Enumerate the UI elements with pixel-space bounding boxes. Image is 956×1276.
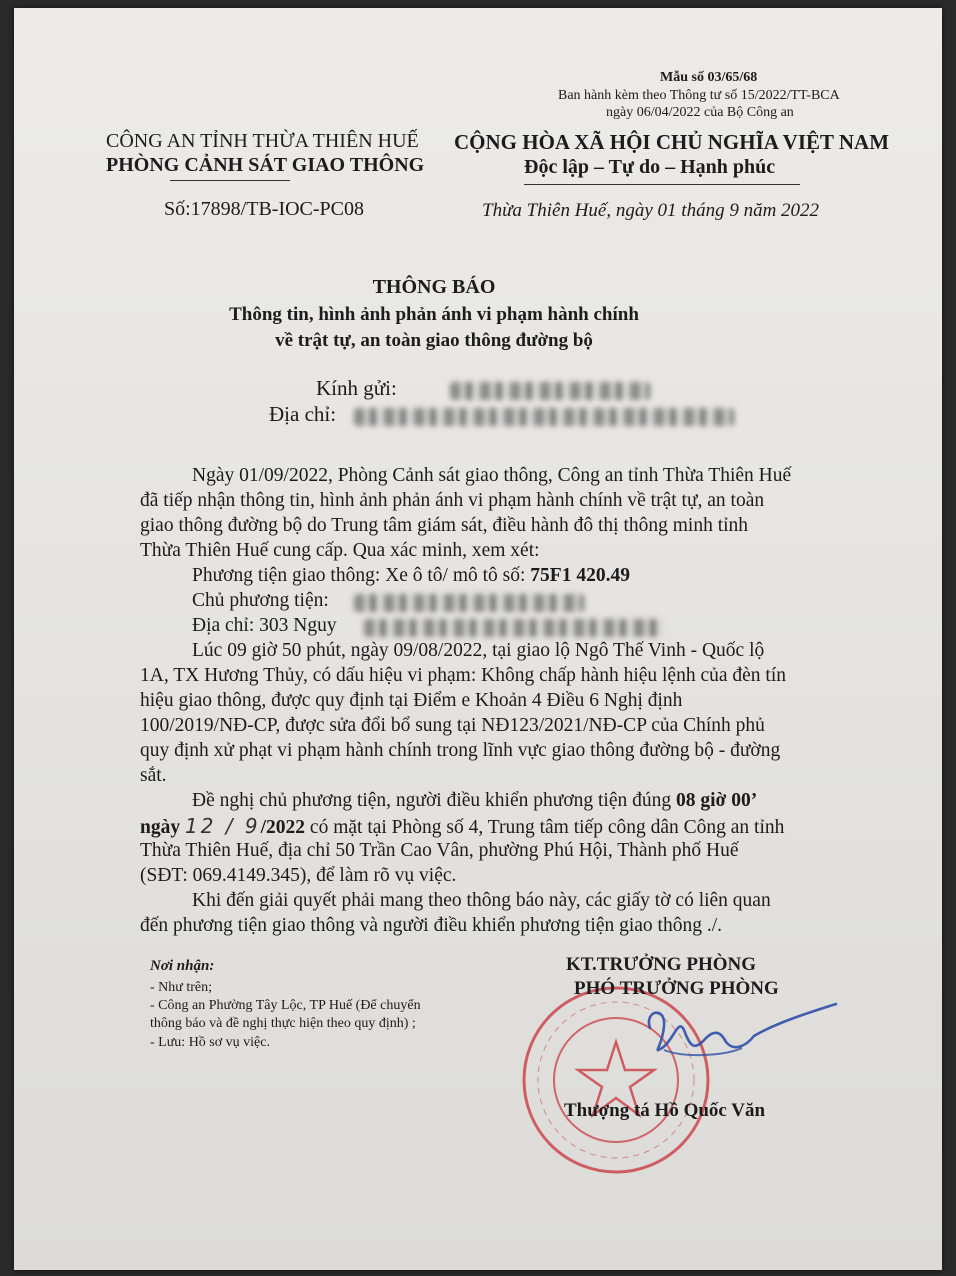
body-line: Lúc 09 giờ 50 phút, ngày 09/08/2022, tại giao lộ Ngô Thế Vinh - Quốc lộ bbox=[192, 640, 765, 661]
form-number: Mẫu số 03/65/68 bbox=[660, 70, 758, 85]
issued-by-line-1: Ban hành kèm theo Thông tư số 15/2022/TT-BCA bbox=[558, 88, 840, 103]
appointment-day-label: ngày bbox=[140, 817, 181, 838]
body-line: sắt. bbox=[140, 765, 167, 786]
body-line: 1A, TX Hương Thủy, có dấu hiệu vi phạm: Không chấp hành hiệu lệnh của đèn tín bbox=[140, 665, 787, 686]
signature-title-2: PHÓ TRƯỞNG PHÒNG bbox=[574, 978, 779, 999]
appointment-text: Đề nghị chủ phương tiện, người điều khiển phương tiện đúng bbox=[192, 790, 676, 811]
body-line: Khi đến giải quyết phải mang theo thông báo này, các giấy tờ có liên quan bbox=[192, 890, 771, 911]
place-and-date: Thừa Thiên Huế, ngày 01 tháng 9 năm 2022 bbox=[482, 200, 820, 221]
owner-address-label: Địa chỉ: 303 Nguy bbox=[192, 615, 337, 636]
document-title: THÔNG BÁO bbox=[372, 276, 496, 298]
document-page bbox=[14, 8, 942, 1270]
body-line: giao thông đường bộ do Trung tâm giám sát, điều hành đô thị thông minh tỉnh bbox=[140, 515, 749, 536]
vehicle-plate: 75F1 420.49 bbox=[530, 565, 630, 586]
recipients-list-item: - Như trên; bbox=[150, 980, 213, 995]
body-line: Thừa Thiên Huế, địa chỉ 50 Trần Cao Vân, phường Phú Hội, Thành phố Huế bbox=[140, 840, 739, 861]
recipient-label: Kính gửi: bbox=[316, 376, 397, 400]
recipient-address-label: Địa chỉ: bbox=[269, 402, 337, 426]
body-line: đã tiếp nhận thông tin, hình ảnh phản ánh vi phạm hành chính về trật tự, an toàn bbox=[140, 490, 765, 511]
document-subtitle-1: Thông tin, hình ảnh phản ánh vi phạm hành chính bbox=[229, 304, 639, 325]
vehicle-label: Phương tiện giao thông: Xe ô tô/ mô tô số: bbox=[192, 565, 531, 586]
handwritten-date: 12 / 9 bbox=[184, 814, 261, 838]
agency-name: PHÒNG CẢNH SÁT GIAO THÔNG bbox=[106, 154, 425, 176]
agency-underline bbox=[170, 180, 290, 181]
appointment-date-line bbox=[140, 814, 784, 841]
issued-by-line-2: ngày 06/04/2022 của Bộ Công an bbox=[606, 105, 794, 120]
vehicle-line bbox=[192, 564, 630, 589]
recipients-list-title: Nơi nhận: bbox=[150, 958, 215, 974]
body-line: Thừa Thiên Huế cung cấp. Qua xác minh, xem xét: bbox=[140, 540, 540, 561]
body-line: Ngày 01/09/2022, Phòng Cảnh sát giao thông, Công an tỉnh Thừa Thiên Huế bbox=[192, 465, 792, 486]
document-subtitle-2: về trật tự, an toàn giao thông đường bộ bbox=[275, 330, 593, 351]
motto-underline bbox=[524, 184, 800, 185]
owner-label: Chủ phương tiện: bbox=[192, 590, 329, 611]
redacted-owner-name bbox=[354, 594, 584, 612]
recipients-list-item: - Lưu: Hồ sơ vụ việc. bbox=[150, 1035, 270, 1050]
appointment-line bbox=[192, 789, 757, 814]
body-line: (SĐT: 069.4149.345), để làm rõ vụ việc. bbox=[140, 865, 457, 886]
appointment-place: có mặt tại Phòng số 4, Trung tâm tiếp công dân Công an tỉnh bbox=[305, 817, 785, 838]
document-number: Số:17898/TB-IOC-PC08 bbox=[164, 198, 365, 220]
body-line: 100/2019/NĐ-CP, được sửa đổi bổ sung tại NĐ123/2021/NĐ-CP của Chính phủ bbox=[140, 715, 765, 736]
body-line: quy định xử phạt vi phạm hành chính trong lĩnh vực giao thông đường bộ - đường bbox=[140, 740, 781, 761]
body-line: hiệu giao thông, được quy định tại Điểm e Khoản 4 Điều 6 Nghị định bbox=[140, 690, 683, 711]
redacted-recipient-address bbox=[354, 408, 734, 426]
handwritten-signature bbox=[614, 988, 844, 1078]
appointment-time: 08 giờ 00’ bbox=[676, 790, 758, 811]
national-motto: Độc lập – Tự do – Hạnh phúc bbox=[524, 156, 776, 178]
appointment-year: /2022 bbox=[260, 817, 306, 838]
nation-name: CỘNG HÒA XÃ HỘI CHỦ NGHĨA VIỆT NAM bbox=[454, 130, 890, 154]
recipients-list-item: - Công an Phường Tây Lộc, TP Huế (Để chuyển bbox=[150, 998, 421, 1013]
redacted-recipient-name bbox=[450, 382, 650, 400]
recipients-list-item: thông báo và đề nghị thực hiện theo quy định) ; bbox=[150, 1016, 416, 1031]
signature-title-1: KT.TRƯỞNG PHÒNG bbox=[566, 954, 756, 975]
agency-parent: CÔNG AN TỈNH THỪA THIÊN HUẾ bbox=[106, 130, 419, 152]
body-line: đến phương tiện giao thông và người điều khiển phương tiện giao thông ./. bbox=[140, 915, 723, 936]
signer-name: Thượng tá Hồ Quốc Văn bbox=[564, 1100, 766, 1121]
redacted-owner-address bbox=[364, 619, 664, 637]
